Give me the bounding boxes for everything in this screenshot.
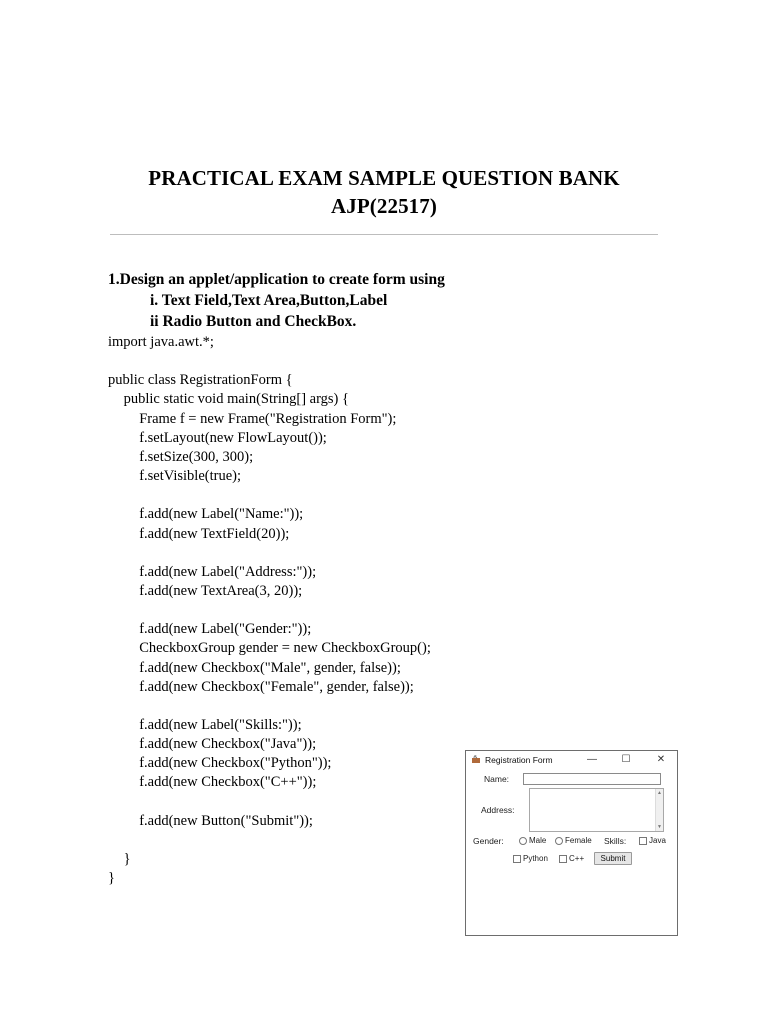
code-line: public static void main(String[] args) {	[123, 391, 349, 408]
address-label: Address:	[481, 805, 515, 815]
code-line: f.setSize(300, 300);	[139, 448, 254, 465]
java-app-icon	[471, 755, 481, 764]
code-line: f.setLayout(new FlowLayout());	[139, 429, 327, 446]
skills-label: Skills:	[604, 836, 627, 846]
code-line: }	[123, 851, 131, 868]
code-line: f.add(new Checkbox("Python"));	[139, 755, 332, 772]
code-line: f.add(new Label("Gender:"));	[139, 621, 312, 638]
registration-form-window	[465, 750, 678, 936]
name-label: Name:	[484, 774, 510, 784]
code-line: f.add(new Label("Name:"));	[139, 506, 304, 523]
window-titlebar[interactable]	[466, 751, 677, 769]
code-line: f.add(new TextArea(3, 20));	[139, 582, 303, 599]
question-heading: 1.Design an applet/application to create form using	[108, 271, 445, 288]
question-item-2: ii Radio Button and CheckBox.	[150, 313, 357, 330]
code-line: }	[108, 870, 115, 887]
python-checkbox-label: Python	[523, 854, 548, 863]
male-radio[interactable]	[519, 836, 546, 845]
java-checkbox[interactable]	[639, 836, 666, 845]
document-title: PRACTICAL EXAM SAMPLE QUESTION BANK	[148, 166, 620, 190]
checkbox-icon	[559, 855, 567, 863]
checkbox-icon	[639, 837, 647, 845]
code-line: CheckboxGroup gender = new CheckboxGroup();	[139, 640, 431, 657]
radio-icon	[519, 837, 527, 845]
title-divider	[110, 234, 658, 235]
gender-label: Gender:	[473, 836, 504, 846]
code-line: public class RegistrationForm {	[108, 372, 293, 389]
address-scrollbar[interactable]	[655, 789, 663, 831]
code-line: f.add(new Checkbox("Java"));	[139, 736, 317, 753]
window-title: Registration Form	[485, 755, 553, 765]
maximize-button[interactable]: ☐	[621, 754, 631, 765]
java-checkbox-label: Java	[649, 836, 666, 845]
address-text-area[interactable]	[529, 788, 664, 832]
radio-icon	[555, 837, 563, 845]
code-line: f.add(new Label("Address:"));	[139, 563, 317, 580]
code-line: f.add(new Checkbox("Female", gender, false));	[139, 678, 414, 695]
minimize-button[interactable]: —	[587, 754, 597, 765]
male-radio-label: Male	[529, 836, 547, 845]
female-radio[interactable]	[555, 836, 592, 845]
python-checkbox[interactable]	[513, 854, 548, 863]
code-line: f.add(new Label("Skills:"));	[139, 717, 302, 733]
female-radio-label: Female	[565, 836, 592, 845]
code-line: import java.awt.*;	[108, 334, 214, 350]
question-item-1: i. Text Field,Text Area,Button,Label	[150, 292, 388, 309]
submit-button[interactable]: Submit	[594, 852, 632, 865]
code-line: Frame f = new Frame("Registration Form");	[139, 410, 397, 427]
scroll-down-arrow-icon[interactable]: ▼	[657, 824, 662, 830]
code-line: f.add(new TextField(20));	[139, 525, 290, 542]
code-line: f.add(new Checkbox("C++"));	[139, 774, 317, 791]
close-button[interactable]: ✕	[656, 754, 666, 765]
cpp-checkbox-label: C++	[569, 854, 585, 863]
checkbox-icon	[513, 855, 521, 863]
code-line: f.setVisible(true);	[139, 468, 241, 485]
name-text-field[interactable]	[523, 773, 661, 785]
document-subtitle: AJP(22517)	[331, 194, 437, 218]
cpp-checkbox[interactable]	[559, 854, 584, 863]
code-line: f.add(new Button("Submit"));	[139, 812, 313, 829]
scroll-up-arrow-icon[interactable]: ▲	[657, 790, 662, 796]
code-line: f.add(new Checkbox("Male", gender, false));	[139, 659, 401, 676]
